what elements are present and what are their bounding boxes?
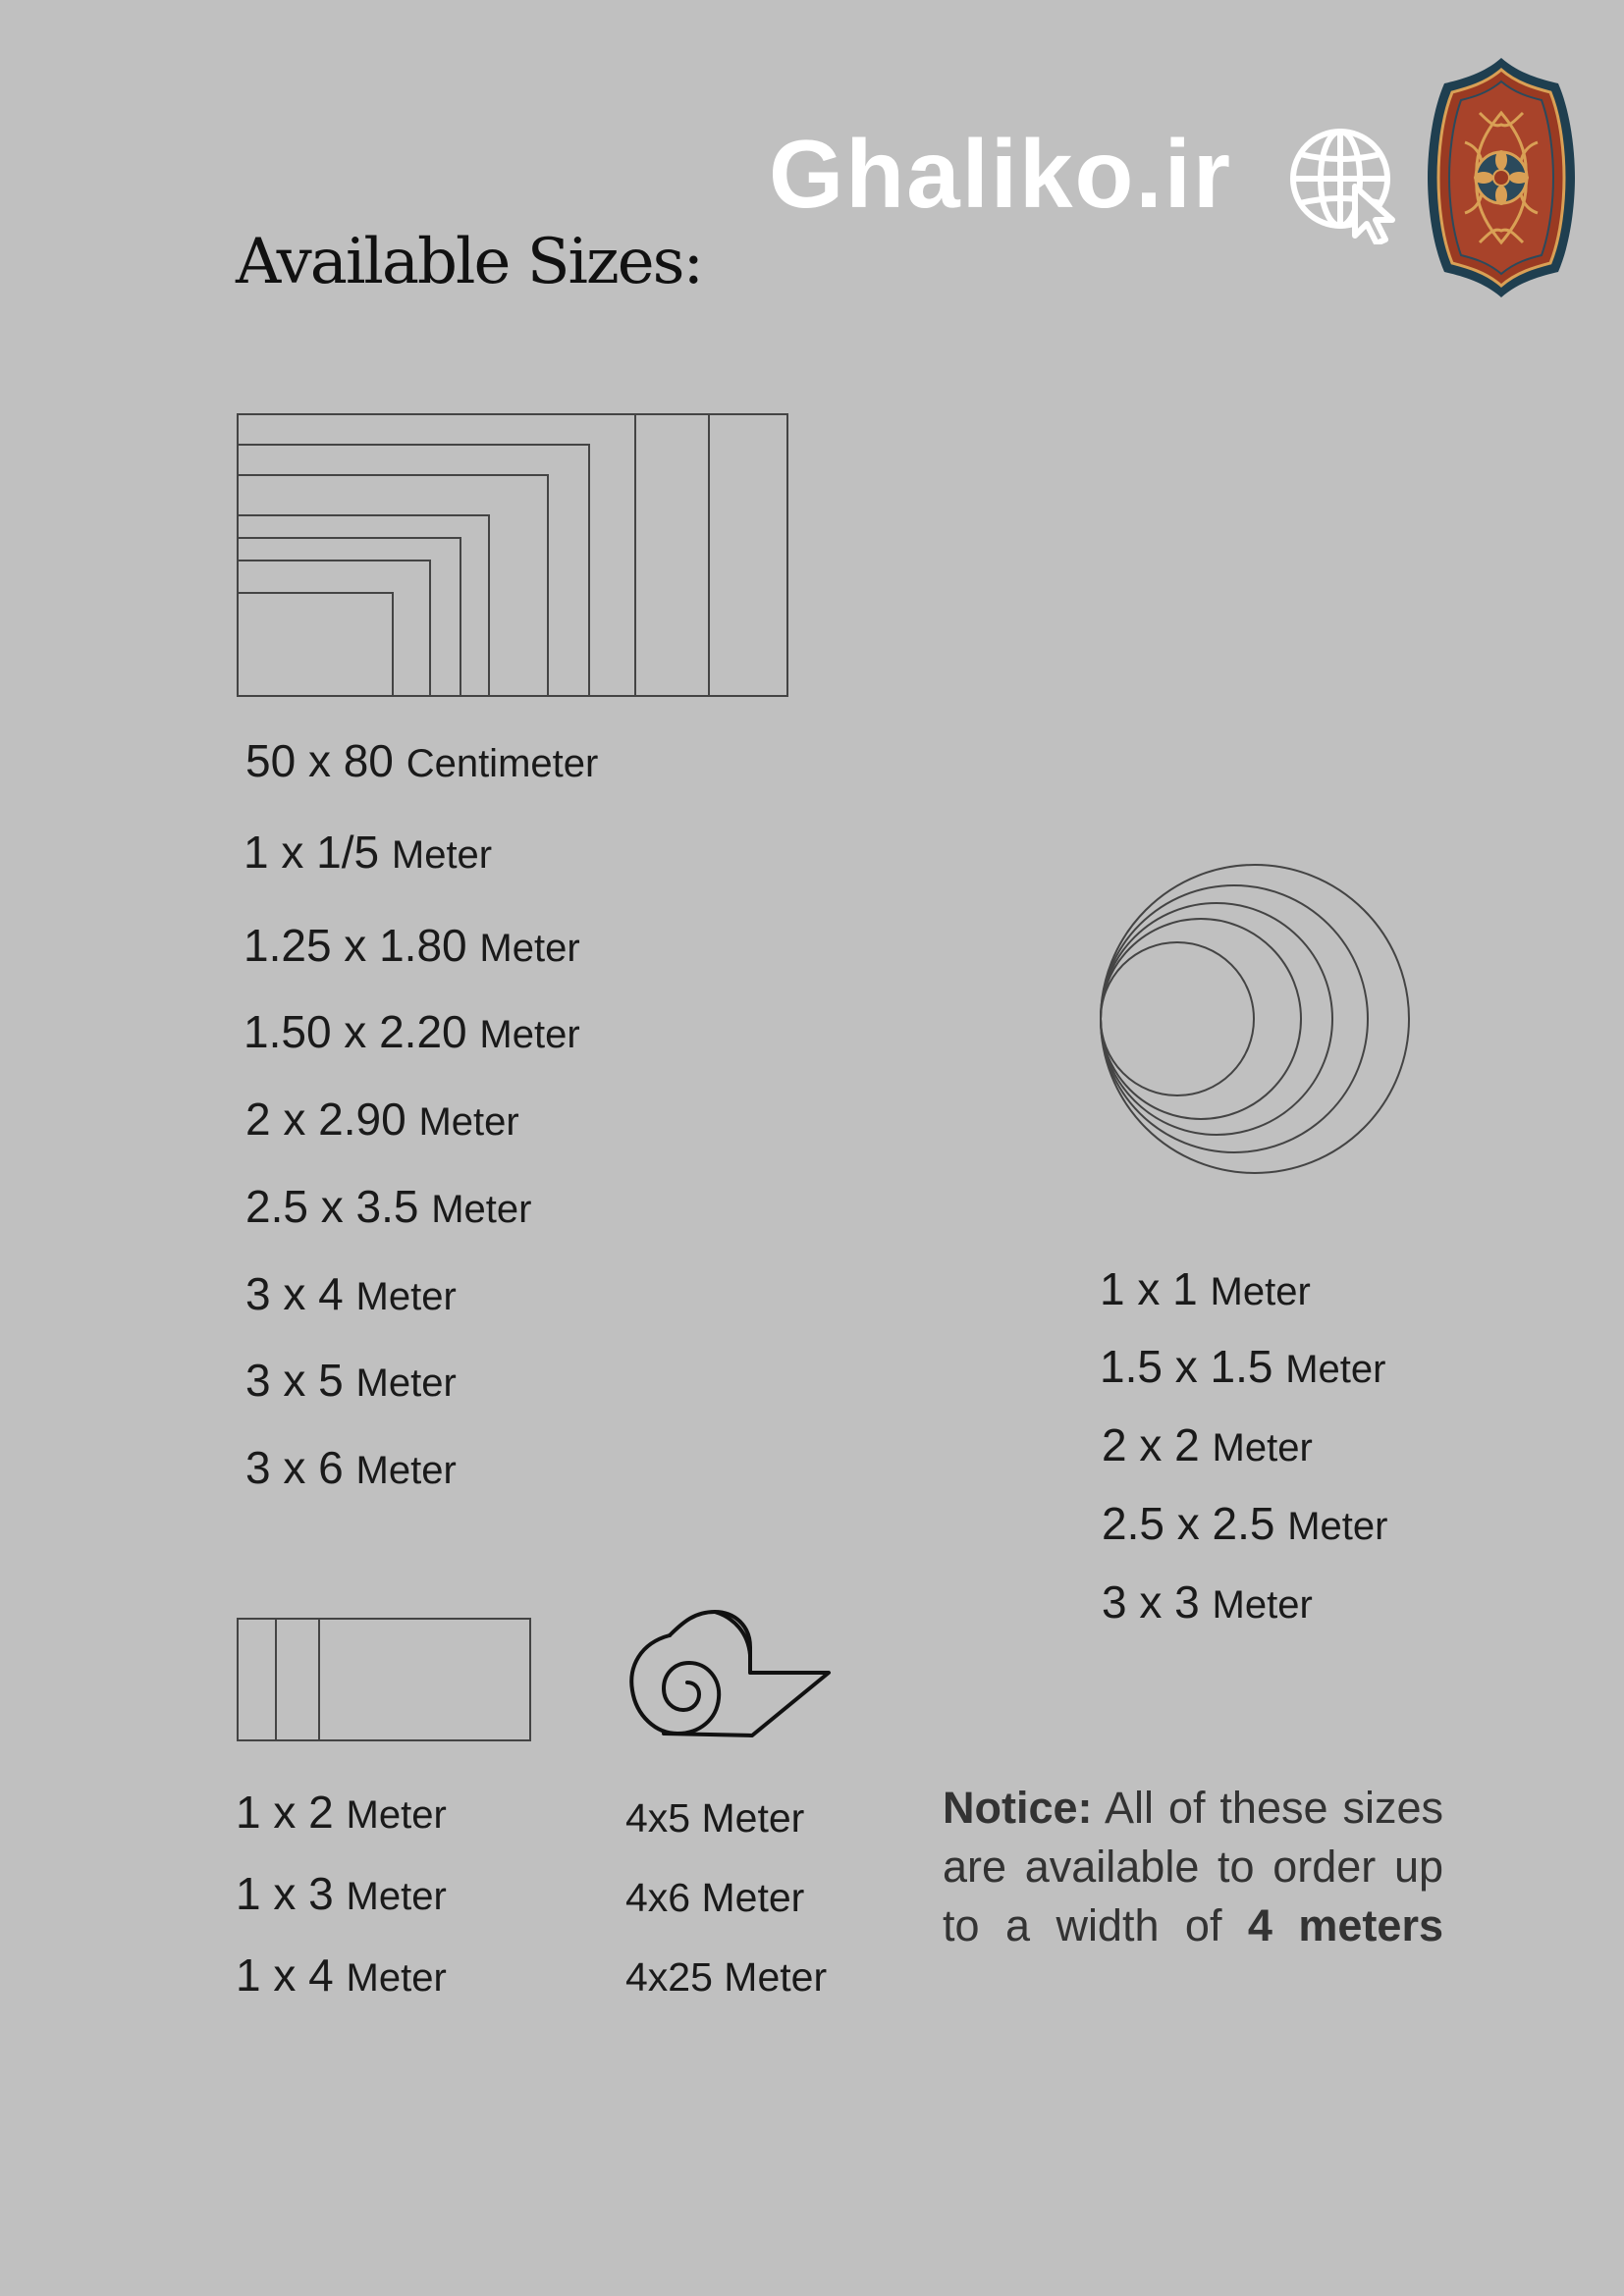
notice-text: All of these sizes are available to order up to a width of (943, 1783, 1443, 1950)
size-dims: 50 x 80 (245, 735, 394, 786)
size-unit: Meter (1210, 1270, 1311, 1313)
size-unit: Meter (1285, 1348, 1386, 1391)
round-size-item (1102, 1576, 1313, 1628)
size-unit: Meter (346, 1956, 447, 2000)
rect-size-item (245, 1442, 457, 1493)
rect-size-item (245, 735, 599, 786)
runner-size-item (236, 1868, 447, 1919)
size-unit: Meter (346, 1875, 447, 1918)
runner-size-item (236, 1787, 447, 1838)
size-unit: Meter (1212, 1426, 1313, 1469)
rug-emblem-logo (1426, 54, 1577, 301)
rect-size-item (245, 1355, 457, 1406)
runner-size-item (236, 1949, 447, 2001)
brand-site-name: Ghaliko.ir (769, 120, 1233, 228)
rect-size-item (244, 920, 580, 971)
size-dims: 1 x 3 (236, 1868, 334, 1919)
size-dims: 3 x 4 (245, 1268, 344, 1319)
size-dims: 1 x 4 (236, 1949, 334, 2001)
size-dims: 2 x 2 (1102, 1419, 1200, 1470)
round-size-item (1100, 1263, 1311, 1314)
size-unit: Meter (479, 1013, 580, 1056)
round-sizes-diagram (1100, 864, 1414, 1178)
size-dims: 1 x 1 (1100, 1263, 1198, 1314)
size-dims: 1.5 x 1.5 (1100, 1341, 1273, 1392)
size-dims: 3 x 3 (1102, 1576, 1200, 1628)
rect-size-item (244, 1006, 580, 1057)
size-unit: Meter (355, 1275, 457, 1318)
size-dims: 2.5 x 2.5 (1102, 1498, 1275, 1549)
notice-label: Notice: (943, 1783, 1093, 1833)
roll-size-item: 4x25 Meter (625, 1954, 828, 2000)
size-dims: 1 x 2 (236, 1787, 334, 1838)
size-unit: Meter (1212, 1583, 1313, 1627)
rect-size-item (245, 1268, 457, 1319)
rect-size-item (245, 1181, 532, 1232)
size-unit: Meter (355, 1362, 457, 1405)
notice-paragraph (943, 1779, 1443, 1955)
roll-size-item: 4x6 Meter (625, 1875, 805, 1920)
roll-size-item: 4x5 Meter (625, 1795, 805, 1841)
size-dims: 2 x 2.90 (245, 1094, 406, 1145)
runner-sizes-diagram (236, 1617, 532, 1742)
round-size-item (1102, 1498, 1388, 1549)
round-size-item (1100, 1341, 1386, 1392)
round-size-item (1102, 1419, 1313, 1470)
size-dims: 3 x 5 (245, 1355, 344, 1406)
size-unit: Meter (479, 927, 580, 970)
size-unit: Meter (391, 833, 493, 877)
size-unit: Meter (431, 1188, 532, 1231)
size-dims: 3 x 6 (245, 1442, 344, 1493)
rectangular-sizes-diagram (236, 412, 789, 697)
rect-size-item (244, 827, 493, 878)
page-heading: Available Sizes: (236, 226, 702, 298)
rect-size-item (245, 1094, 519, 1145)
size-unit: Meter (418, 1100, 519, 1144)
size-unit: Centimeter (406, 742, 599, 785)
size-unit: Meter (346, 1793, 447, 1837)
size-dims: 1.25 x 1.80 (244, 920, 467, 971)
size-dims: 1 x 1/5 (244, 827, 380, 878)
size-unit: Meter (355, 1449, 457, 1492)
notice-emphasis: 4 meters (1247, 1900, 1443, 1950)
size-dims: 2.5 x 3.5 (245, 1181, 419, 1232)
globe-cursor-icon (1286, 122, 1409, 244)
rolled-carpet-icon (626, 1608, 833, 1739)
size-unit: Meter (1287, 1505, 1388, 1548)
size-dims: 1.50 x 2.20 (244, 1006, 467, 1057)
